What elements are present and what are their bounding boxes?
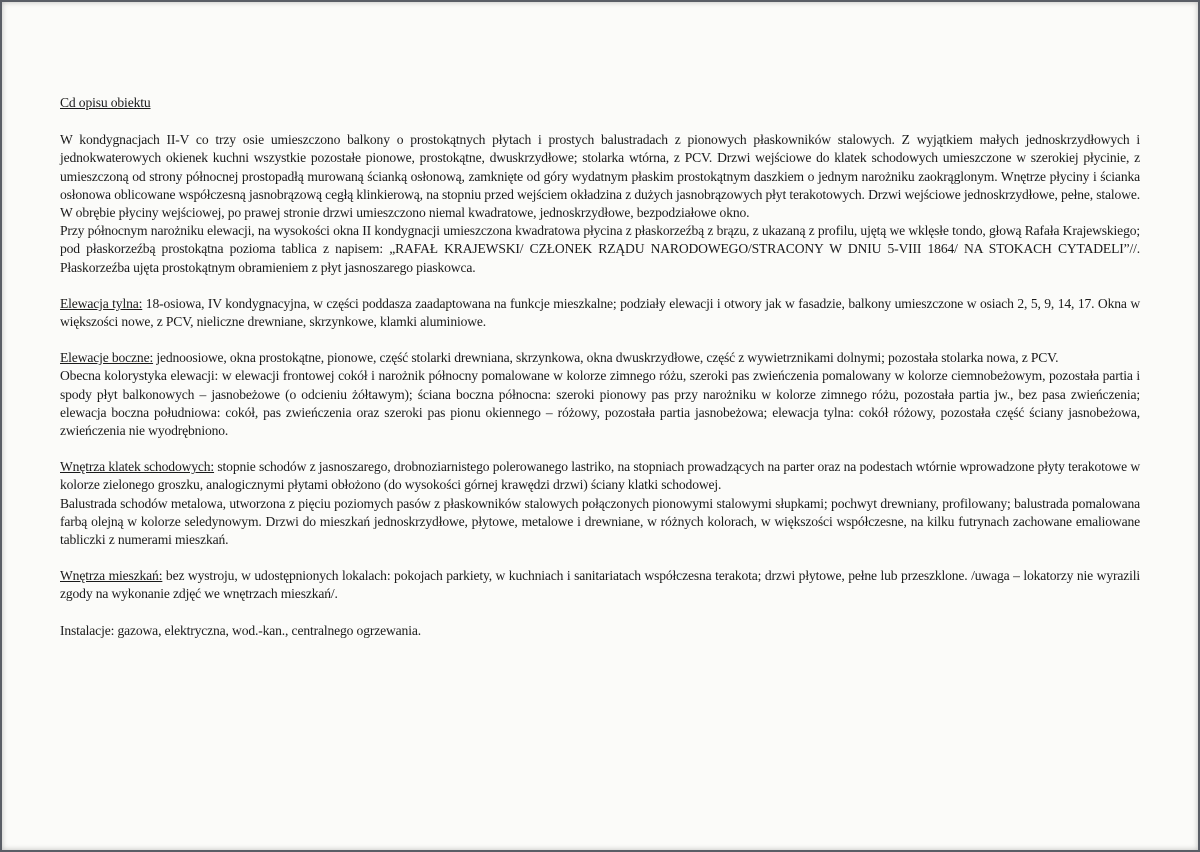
paragraph-facade-balconies: W kondygnacjach II-V co trzy osie umieszczono balkony o prostokątnych płytach i prostych balustradach z pionowych płaskowników stalowych. Z wyjątkiem małych jednoskrzydłowych i jednokwaterowych okienek kuchni wszystkie pozostałe pionowe, prostokątne, dwuskrzydłowe; stolarka wtórna, z PCV. Drzwi wejściowe do klatek schodowych umieszczone w szerokiej płycinie, z umieszczoną od strony północnej prostopadłą murowaną ścianką osłonową, zamknięte od góry wydatnym płaskim prostokątnym daszkiem o jednym narożniku zaokrąglonym. Wnętrze płyciny i ścianka osłonowa oblicowane współczesną jasnobrązową cegłą klinkierową, na stopniu przed wejściem okładzina z dużych jasnobrązowych płyt terakotowych. Drzwi wejściowe jednoskrzydłowe, pełne, stalowe. W obrębie płyciny wejściowej, po prawej stronie drzwi umieszczono niemal kwadratowe, jednoskrzydłowe, bezpodziałowe okno.	[60, 132, 1140, 221]
paragraph-installations: Instalacje: gazowa, elektryczna, wod.-kan., centralnego ogrzewania.	[60, 622, 421, 638]
document-heading: Cd opisu obiektu	[60, 95, 151, 110]
scanned-page	[2, 2, 1198, 850]
rear-elevation-label: Elewacja tylna:	[60, 295, 143, 311]
paragraph-staircases	[60, 458, 1140, 494]
paragraph-bas-relief: Przy północnym narożniku elewacji, na wysokości okna II kondygnacji umieszczona kwadratowa płycina z płaskorzeźbą z brązu, z ukazaną z profilu, ujętą we wklęsłe tondo, głową Rafała Krajewskiego; pod płaskorzeźbą prostokątna pozioma tablica z napisem: „RAFAŁ KRAJEWSKI/ CZŁONEK RZĄDU NARODOWEGO/STRACONY W DNIU 5-VIII 1864/ NA STOKACH CYTADELI”//. Płaskorzeźba ujęta prostokątnym obramieniem z płyt jasnoszarego piaskowca.	[60, 223, 1140, 275]
staircases-text: stopnie schodów z jasnoszarego, drobnoziarnistego polerowanego lastriko, na stopniach prowadzących na parter oraz na podestach wtórnie wprowadzone płyty terakotowe w kolorze zielonego groszku, analogicznymi płytami obłożono (do wysokości górnej krawędzi drzwi) ściany klatki schodowej.	[60, 459, 1140, 493]
side-elevations-text: jednoosiowe, okna prostokątne, pionowe, część stolarki drewniana, skrzynkowa, okna dwuskrzydłowe, część z wywietrznikami dolnymi; pozostała stolarka nowa, z PCV.	[153, 350, 1059, 366]
paragraph-apartments	[60, 567, 1140, 603]
rear-elevation-text: 18-osiowa, IV kondygnacyjna, w części poddasza zaadaptowana na funkcje mieszkalne; podziały elewacji i otwory jak w fasadzie, balkony umieszczone w osiach 2, 5, 9, 14, 17. Okna w większości nowe, z PCV, nieliczne drewniane, skrzynkowe, klamki aluminiowe.	[60, 295, 1140, 330]
document-body	[60, 94, 1140, 640]
staircases-label: Wnętrza klatek schodowych:	[60, 459, 215, 475]
paragraph-rear-elevation	[60, 295, 1140, 331]
apartments-label: Wnętrza mieszkań:	[60, 568, 163, 584]
side-elevations-label: Elewacje boczne:	[60, 350, 154, 366]
paragraph-color-scheme: Obecna kolorystyka elewacji: w elewacji frontowej cokół i narożnik północny pomalowane w kolorze zimnego różu, szeroki pas zwieńczenia pomalowany w kolorze ciemnobeżowym, pozostała partia i spody płyt balkonowych – jasnobeżowe (o odcieniu żółtawym); ściana boczna północna: szeroki pionowy pas przy narożniku w kolorze zimnego różu, pozostała partia jw., bez pasa zwieńczenia; elewacja boczna południowa: cokół, pas zwieńczenia oraz szeroki pas pionu okiennego – różowy, pozostała partia jasnobeżowa; elewacja tylna: cokół różowy, pozostała część ściany jasnobeżowa, zwieńczenia nie wyodrębniono.	[60, 368, 1140, 439]
paragraph-balustrade: Balustrada schodów metalowa, utworzona z pięciu poziomych pasów z płaskowników stalowych połączonych pionowymi stalowymi słupkami; pochwyt drewniany, profilowany; balustrada pomalowana farbą olejną w kolorze seledynowym. Drzwi do mieszkań jednoskrzydłowe, płytowe, metalowe i drewniane, w różnych kolorach, w większości współczesne, na kilku futrynach zachowane emaliowane tabliczki z numerami mieszkań.	[60, 495, 1140, 548]
apartments-text: bez wystroju, w udostępnionych lokalach: pokojach parkiety, w kuchniach i sanitariatach współczesna terakota; drzwi płytowe, pełne lub przeszklone. /uwaga – lokatorzy nie wyrazili zgody na wykonanie zdjęć we wnętrzach mieszkań/.	[60, 568, 1140, 602]
paragraph-side-elevations	[60, 349, 1140, 367]
